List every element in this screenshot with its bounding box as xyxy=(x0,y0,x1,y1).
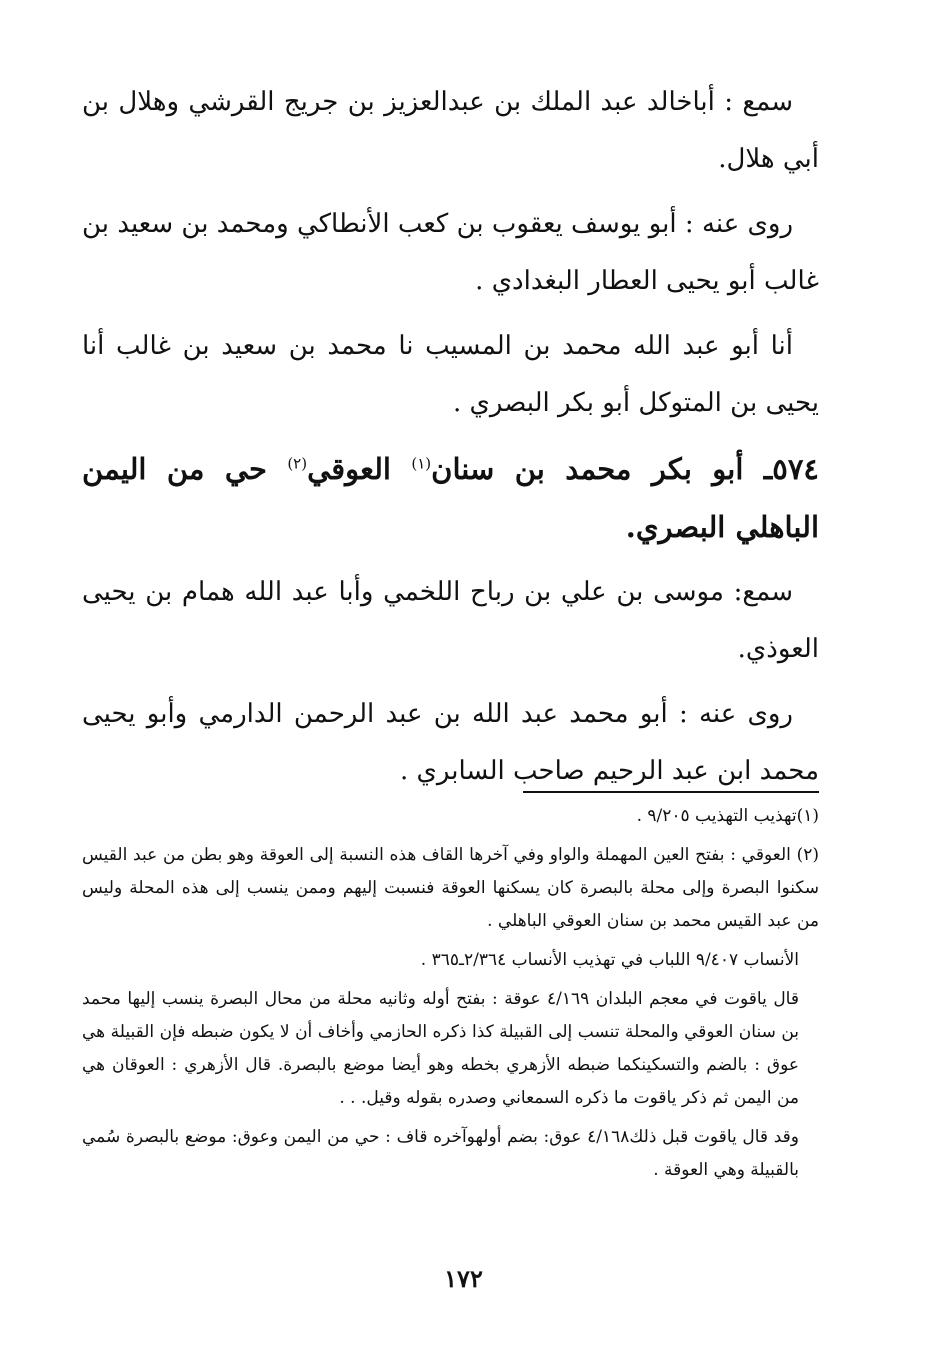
entry-heading-name: ٥٧٤ـ أبو بكر محمد بن سنان xyxy=(431,452,820,486)
entry-heading-nisba: العوقي xyxy=(307,452,412,486)
paragraph-text: أنا أبو عبد الله محمد بن المسيب نا محمد بن سعيد بن غالب أنا يحيى بن المتوكل أبو بكر البصري . xyxy=(82,331,819,418)
entry-heading xyxy=(82,440,819,556)
paragraph-text: روى عنه : أبو يوسف يعقوب بن كعب الأنطاكي ومحمد بن سعيد بن غالب أبو يحيى العطار البغدادي . xyxy=(82,209,819,296)
main-text xyxy=(82,74,819,808)
footnote-2-sources: الأنساب ٩/٤٠٧ اللباب في تهذيب الأنساب ٢/٣٦٤ـ٣٦٥ . xyxy=(420,950,799,970)
paragraph-narrated-by xyxy=(82,196,819,310)
footnote-divider xyxy=(523,791,819,793)
paragraph-text: سمع : أباخالد عبد الملك بن عبدالعزيز بن جريج القرشي وهلال بن أبي هلال. xyxy=(82,87,819,174)
paragraph-chain xyxy=(82,318,819,432)
footnotes xyxy=(82,800,819,1193)
entry-heading-rest: حي من اليمن الباهلي البصري. xyxy=(82,452,819,544)
footnote-ref-2[interactable]: (٢) xyxy=(287,454,308,473)
paragraph-text: روى عنه : أبو محمد عبد الله بن عبد الرحمن الدارمي وأبو يحيى محمد ابن عبد الرحيم صاحب السابري . xyxy=(82,699,819,786)
page-number: ١٧٢ xyxy=(444,1264,483,1293)
footnote-2-yaqut-earlier: وقد قال ياقوت قبل ذلك٤/١٦٨ عوق: بضم أولهوآخره قاف : حي من اليمن وعوق: موضع بالبصرة سُمي بالقبيلة وهي العوقة . xyxy=(82,1127,799,1180)
footnote-2: (٢) العوقي : بفتح العين المهملة والواو وفي آخرها القاف هذه النسبة إلى العوقة وهو بطن من عبد القيس سكنوا البصرة وإلى محلة بالبصرة كان يسكنها العوقة فنسبت إليهم وممن ينسب إلى هذه المحلة وليس من عبد القيس محمد بن سنان العوقي الباهلي . xyxy=(82,845,819,931)
paragraph-heard-from-2 xyxy=(82,564,819,678)
paragraph-narrated-by-2 xyxy=(82,686,819,800)
footnote-2-yaqut: قال ياقوت في معجم البلدان ٤/١٦٩ عوقة : بفتح أوله وثانيه محلة من محال البصرة ينسب إليها محمد بن سنان العوقي والمحلة تنسب إلى القبيلة كذا ذكره الحازمي وأخاف أن لا يكون ضبطه فإن القبيلة هي عوق : بالضم والتسكينكما ضبطه الأزهري بخطه وهو أيضا موضع بالبصرة. قال الأزهري : العوقان هي من اليمن ثم ذكر ياقوت ما ذكره السمعاني وصدره بقوله وقيل. . . xyxy=(82,989,799,1108)
paragraph-heard-from xyxy=(82,74,819,188)
footnote-1: (١)تهذيب التهذيب ٩/٢٠٥ . xyxy=(636,806,819,826)
paragraph-text: سمع: موسى بن علي بن رباح اللخمي وأبا عبد الله همام بن يحيى العوذي. xyxy=(82,577,819,664)
footnote-ref-1[interactable]: (١) xyxy=(411,454,432,473)
